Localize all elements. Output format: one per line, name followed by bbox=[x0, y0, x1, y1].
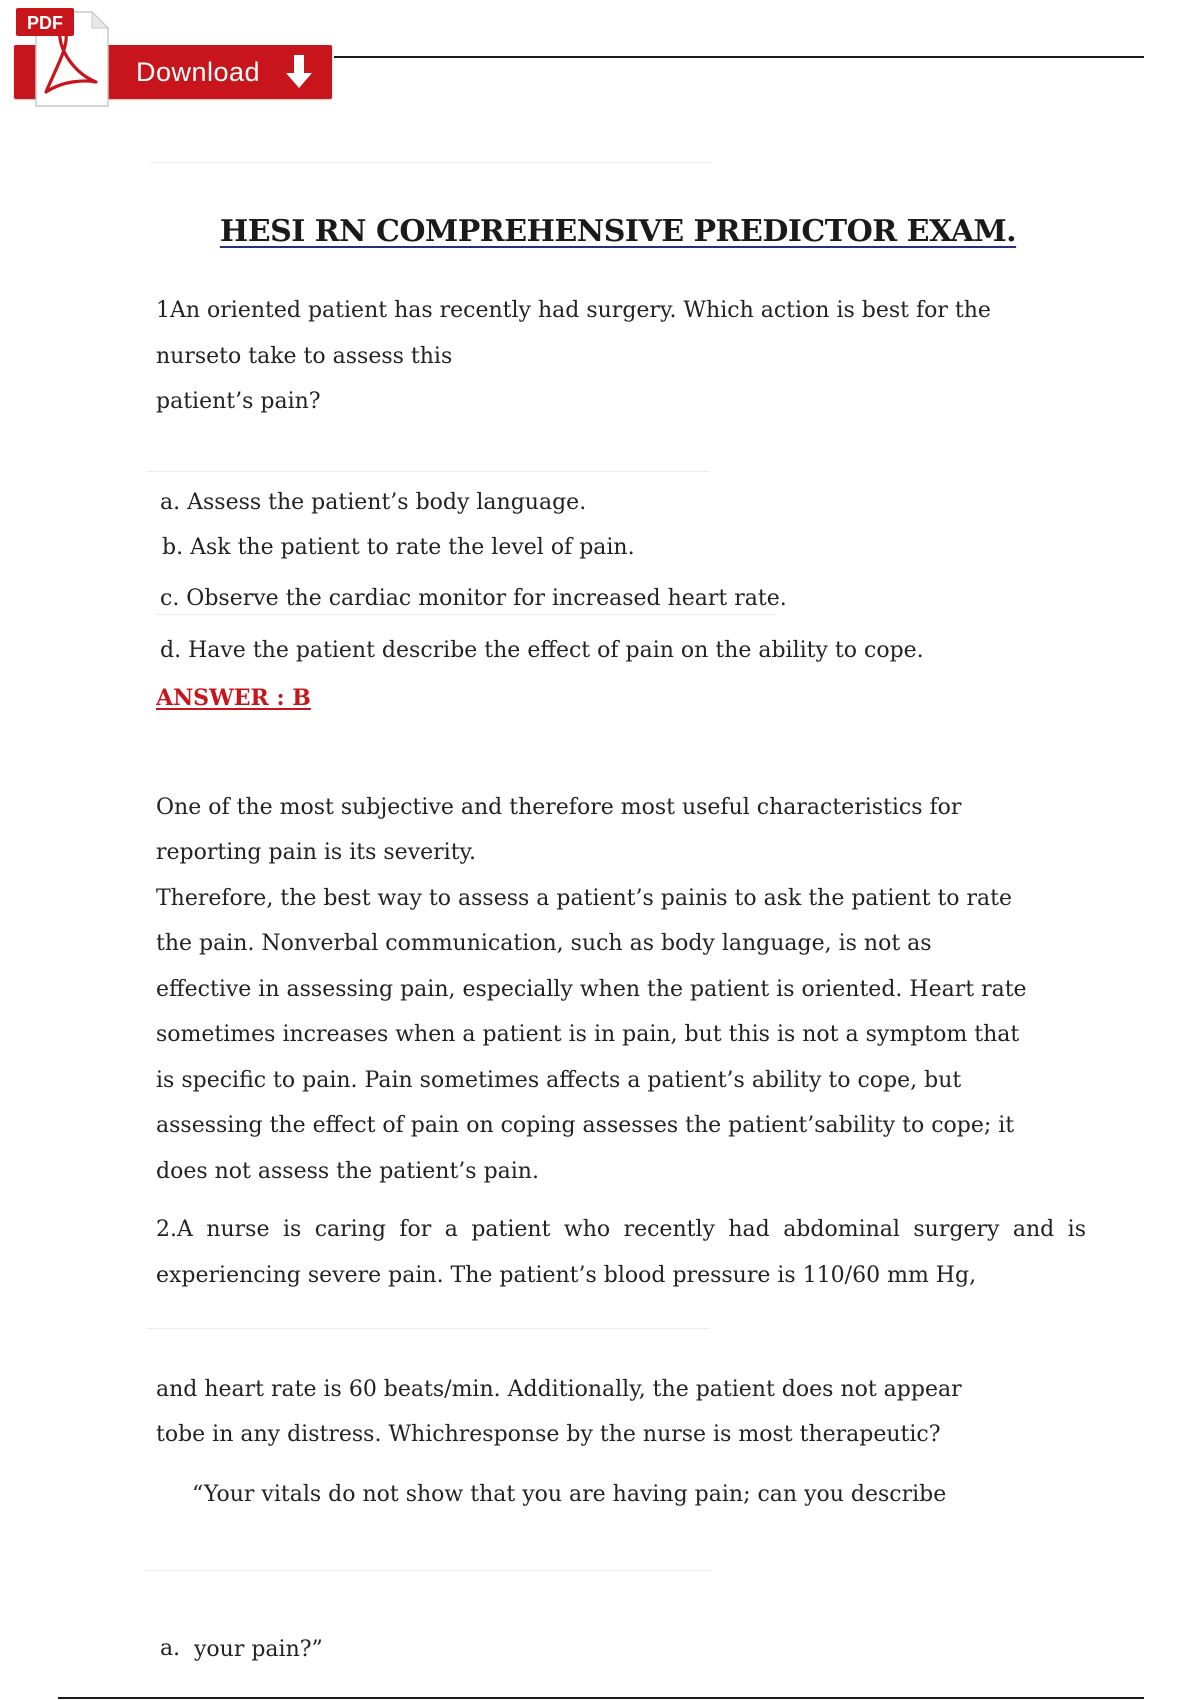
download-label: Download bbox=[136, 57, 261, 87]
pdf-badge-text: PDF bbox=[27, 13, 63, 33]
rationale-line: is specific to pain. Pain sometimes affects a patient’s ability to cope, but bbox=[156, 1068, 962, 1093]
divider bbox=[156, 614, 776, 615]
pdf-file-icon bbox=[16, 8, 116, 110]
question-1-option-a: a. Assess the patient’s body language. bbox=[160, 490, 587, 515]
footer-divider bbox=[58, 1697, 1144, 1699]
question-1-option-d: d. Have the patient describe the effect of pain on the ability to cope. bbox=[160, 638, 924, 663]
question-1-option-b: b. Ask the patient to rate the level of pain. bbox=[162, 535, 635, 560]
question-1-stem-line: 1An oriented patient has recently had surgery. Which action is best for the bbox=[156, 298, 991, 323]
rationale-line: the pain. Nonverbal communication, such as body language, is not as bbox=[156, 931, 932, 956]
divider bbox=[146, 1570, 710, 1571]
divider bbox=[150, 162, 712, 163]
question-2-stem-line: tobe in any distress. Whichresponse by the nurse is most therapeutic? bbox=[156, 1422, 941, 1447]
question-2-stem-line: experiencing severe pain. The patient’s blood pressure is 110/60 mm Hg, bbox=[156, 1263, 977, 1288]
rationale-line: reporting pain is its severity. bbox=[156, 840, 477, 865]
question-2-quote-line: “Your vitals do not show that you are having pain; can you describe bbox=[192, 1482, 947, 1507]
question-1-answer: ANSWER : B bbox=[156, 685, 311, 711]
question-1-stem-line: patient’s pain? bbox=[156, 389, 321, 414]
divider bbox=[146, 471, 710, 472]
header-divider bbox=[334, 56, 1144, 58]
document-title: HESI RN COMPREHENSIVE PREDICTOR EXAM. bbox=[219, 214, 1017, 249]
rationale-line: effective in assessing pain, especially when the patient is oriented. Heart rate bbox=[156, 977, 1027, 1002]
question-1-option-c: c. Observe the cardiac monitor for increased heart rate. bbox=[160, 586, 787, 611]
question-2-stem-line: 2.A nurse is caring for a patient who recently had abdominal surgery and is bbox=[156, 1217, 1086, 1242]
question-2-stem-line: and heart rate is 60 beats/min. Additionally, the patient does not appear bbox=[156, 1377, 962, 1402]
rationale-line: does not assess the patient’s pain. bbox=[156, 1159, 539, 1184]
rationale-line: assessing the effect of pain on coping assesses the patient’sability to cope; it bbox=[156, 1113, 1015, 1138]
pdf-download-banner[interactable] bbox=[14, 8, 334, 108]
question-2-option-a-text: your pain?” bbox=[194, 1637, 323, 1662]
rationale-line: One of the most subjective and therefore most useful characteristics for bbox=[156, 795, 962, 820]
download-arrow-icon bbox=[284, 53, 314, 91]
question-1-stem-line: nurseto take to assess this bbox=[156, 344, 453, 369]
rationale-line: sometimes increases when a patient is in pain, but this is not a symptom that bbox=[156, 1022, 1020, 1047]
question-2-option-a-marker: a. bbox=[160, 1636, 181, 1661]
rationale-line: Therefore, the best way to assess a patient’s painis to ask the patient to rate bbox=[156, 886, 1013, 911]
divider bbox=[146, 1328, 710, 1329]
